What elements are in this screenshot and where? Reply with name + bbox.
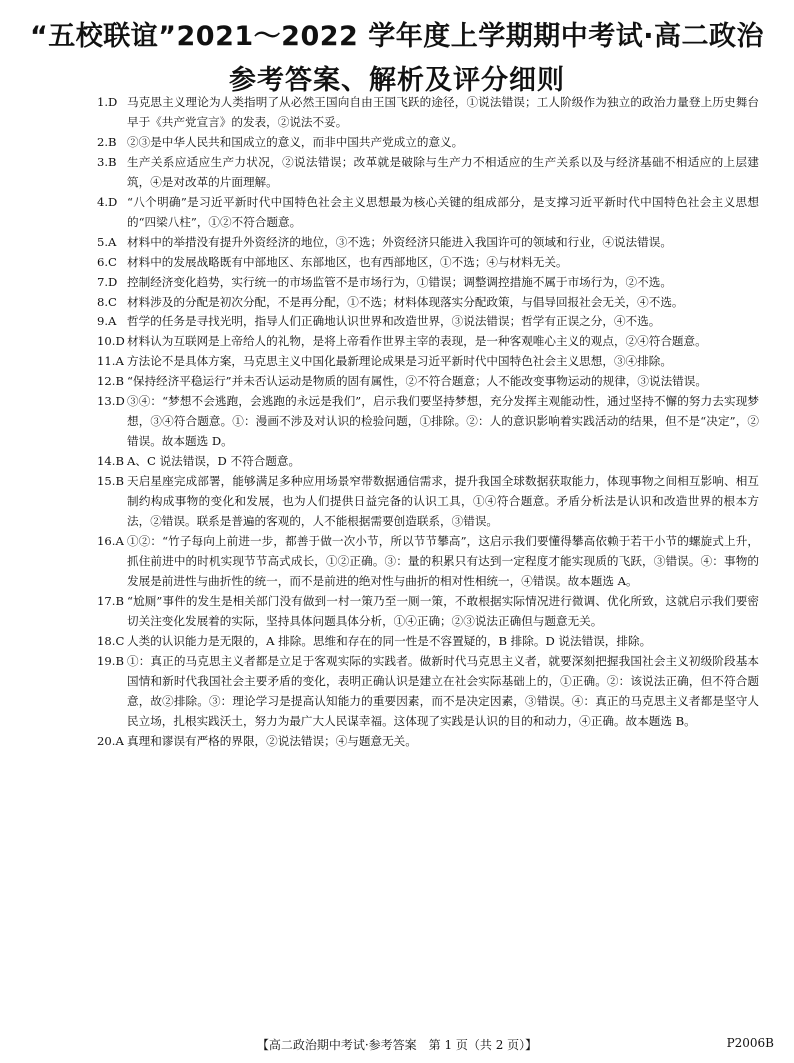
answer-item [97, 93, 759, 133]
answer-item [97, 652, 759, 732]
answer-number: 16.A [97, 533, 124, 548]
answer-explanation: 生产关系应适应生产力状况，②说法错误；改革就是破除与生产力不相适应的生产关系以及与经济基础不相适应的上层建筑，④是对改革的片面理解。 [127, 154, 759, 189]
page-title: “五校联谊”2021～2022 学年度上学期期中考试·高二政治 [30, 21, 764, 52]
answer-explanation: 天启星座完成部署，能够满足多种应用场景窄带数据通信需求，提升我国全球数据获取能力，体现事物之间相互影响、相互制约构成事物的变化和发展，也为人们提供日益完备的认识工具，①④符合题意。矛盾分析法是认识和改造世界的根本方法，②错误。联系是普遍的客观的，人不能根据需要创造联系，③错误。 [127, 474, 759, 529]
answer-explanation: 材料认为互联网是上帝给人的礼物，是将上帝看作世界主宰的表现，是一种客观唯心主义的观点，②④符合题意。 [127, 334, 707, 349]
answer-number: 2.B [97, 134, 117, 149]
answer-list [97, 93, 759, 751]
answer-explanation: ①②：“竹子每向上前进一步，都善于做一次小节，所以节节攀高”，这启示我们要懂得攀高依赖于若干小节的螺旋式上升，抓住前进中的时机实现节节高式成长，①②正确。③：量的积累只有达到一定程度才能实现质的飞跃，③错误。④：事物的发展是前进性与曲折性的统一，而不是前进的绝对性与曲折的相对性相统一，④错误。故本题选 A。 [127, 533, 759, 588]
answer-number: 5.A [97, 234, 117, 249]
answer-item [97, 153, 759, 193]
answer-explanation: A、C 说法错误，D 不符合题意。 [127, 454, 301, 469]
answer-explanation: 材料涉及的分配是初次分配，不是再分配，①不选；材料体现落实分配政策，与倡导回报社会无关，④不选。 [127, 294, 684, 309]
answer-number: 19.B [97, 653, 124, 668]
answer-number: 13.D [97, 394, 125, 409]
answer-explanation: 方法论不是具体方案，马克思主义中国化最新理论成果是习近平新时代中国特色社会主义思想，③④排除。 [127, 354, 672, 369]
answer-item [97, 392, 759, 452]
answer-item [97, 452, 759, 472]
answer-number: 18.C [97, 633, 125, 648]
answer-explanation: 控制经济变化趋势，实行统一的市场监管不是市场行为，①错误；调整调控措施不属于市场行为，②不选。 [127, 274, 672, 289]
answer-explanation: 材料中的发展战略既有中部地区、东部地区，也有西部地区，①不选；④与材料无关。 [127, 254, 568, 269]
answer-number: 9.A [97, 314, 117, 329]
answer-number: 11.A [97, 354, 124, 369]
answer-number: 4.D [97, 194, 118, 209]
answer-explanation: 马克思主义理论为人类指明了从必然王国向自由王国飞跃的途径，①说法错误；工人阶级作为独立的政治力量登上历史舞台早于《共产党宣言》的发表，②说法不妥。 [127, 95, 759, 129]
answer-number: 15.B [97, 474, 124, 489]
answer-explanation: ③④：“梦想不会逃跑，会逃跑的永远是我们”，启示我们要坚持梦想，充分发挥主观能动性，通过坚持不懈的努力去实现梦想，③④符合题意。①：漫画不涉及对认识的检验问题，①排除。②：人的意识影响着实践活动的结果，但不是“决定”，②错误。故本题选 D。 [127, 394, 759, 449]
answer-item [97, 293, 759, 313]
answer-explanation: 哲学的任务是寻找光明，指导人们正确地认识世界和改造世界，③说法错误；哲学有正误之分，④不选。 [127, 314, 661, 329]
answer-number: 17.B [97, 593, 124, 608]
answer-number: 7.D [97, 274, 118, 289]
answer-explanation: ①：真正的马克思主义者都是立足于客观实际的实践者。做新时代马克思主义者，就要深刻把握我国社会主义初级阶段基本国情和新时代我国社会主要矛盾的变化，表明正确认识是建立在社会实际基础上的，①正确。②：该说法正确，但不符合题意，故②排除。③：理论学习是提高认知能力的重要因素，而不是决定因素，③错误。④：真正的马克思主义者都是坚守人民立场，扎根实践沃土，努力为最广大人民谋幸福。这体现了实践是认识的目的和动力，④正确。故本题选 B。 [127, 653, 759, 728]
answer-item [97, 372, 759, 392]
answer-item [97, 193, 759, 233]
answer-item [97, 233, 759, 253]
answer-number: 8.C [97, 294, 117, 309]
answer-number: 12.B [97, 374, 124, 389]
answer-item [97, 472, 759, 532]
answer-item [97, 632, 759, 652]
answer-number: 10.D [97, 334, 125, 349]
answer-item [97, 332, 759, 352]
answer-explanation: 材料中的举措没有提升外资经济的地位，③不选；外资经济只能进入我国许可的领域和行业，④说法错误。 [127, 234, 672, 249]
answer-number: 6.C [97, 254, 117, 269]
answer-item [97, 592, 759, 632]
answer-item [97, 732, 759, 752]
answer-item [97, 312, 759, 332]
answer-explanation: 人类的认识能力是无限的，A 排除。思维和存在的同一性是不容置疑的，B 排除。D 说法错误，排除。 [127, 633, 652, 648]
answer-explanation: ②③是中华人民共和国成立的意义，而非中国共产党成立的意义。 [127, 134, 464, 149]
answer-item [97, 253, 759, 273]
answer-item [97, 133, 759, 153]
answer-item [97, 532, 759, 592]
answer-number: 14.B [97, 454, 124, 469]
document-code: P2006B [726, 1036, 774, 1050]
answer-explanation: 真理和谬误有严格的界限，②说法错误；④与题意无关。 [127, 733, 417, 748]
page-footer: 【高二政治期中考试·参考答案 第 1 页（共 2 页）】 [256, 1038, 538, 1052]
answer-number: 3.B [97, 154, 117, 169]
answer-item [97, 273, 759, 293]
answer-number: 20.A [97, 733, 124, 748]
answer-explanation: “八个明确”是习近平新时代中国特色社会主义思想最为核心关键的组成部分，是支撑习近平新时代中国特色社会主义思想的“四梁八柱”，①②不符合题意。 [127, 194, 759, 229]
answer-item [97, 352, 759, 372]
page-subtitle: 参考答案、解析及评分细则 [229, 65, 565, 96]
answer-number: 1.D [97, 95, 118, 109]
answer-explanation: “保持经济平稳运行”并未否认运动是物质的固有属性，②不符合题意；人不能改变事物运动的规律，③说法错误。 [127, 374, 707, 389]
answer-explanation: “尬厕”事件的发生是相关部门没有做到一村一策乃至一厕一策，不敢根据实际情况进行微调、优化所致，这就启示我们要密切关注变化发展着的实际，坚持具体问题具体分析，①④正确；②③说法正确但与题意无关。 [127, 593, 759, 628]
